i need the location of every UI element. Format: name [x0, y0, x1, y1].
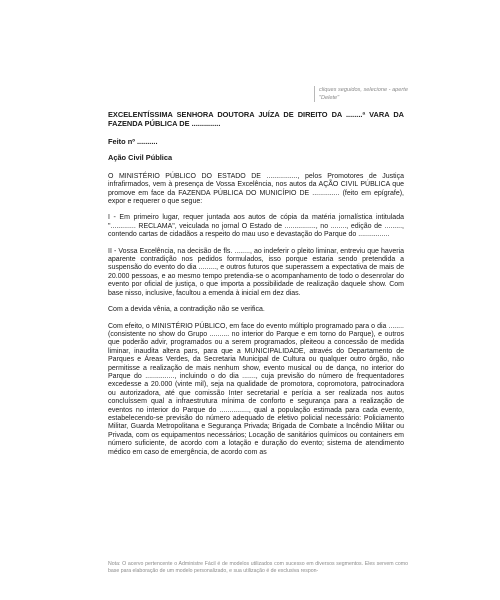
paragraph-effect: Com efeito, o MINISTÉRIO PÚBLICO, em face do evento múltiplo programado para o dia ........ (consistente no show do Grupo .......... no interior do Parque e em torno do Parque), e outros que poderão advir, programados ou a serem programados, pleiteou a concessão de medida liminar, inaudita altera pars, para que a MUNICIPALIDADE, através do Departamento de Parques e Áreas Verdes, da Secretaria Municipal de Cultura ou qualquer outro órgão, não permitisse a realização de mais nenhum show, evento musical ou de dança, no interior do Parque do ..............., incluindo o do dia ......., cuja previsão do número de frequentadores excedesse a 20.000 (vinte mil), seja na qualidade de promotora, copromotora, patrocinadora ou autorizadora, até que comissão Inter secretarial e perícia a ser realizada nos autos concluíssem qual a infraestrutura mínima de conforto e segurança para a realização de eventos no interior do Parque do ..............., qual a população estimada para cada evento, estabelecendo-se previsão do número adequado de efetivo policial necessário: Policiamento Militar, Guarda Metropolitana e Segurança Privada; Brigada de Combate a Incêndio Militar ou Privada, com os equipamentos necessários; Locação de sanitários químicos ou containers em número suficiente, de acordo com a lotação e duração do evento; sistema de atendimento médico em caso de emergência, de acordo com as: [108, 322, 404, 456]
paragraph-item-ii: II - Vossa Excelência, na decisão de fls. ........, ao indeferir o pleito liminar, entreviu que haveria aparente contradição nos pedidos formulados, isso porque estaria sendo pretendida a suspensão do evento do dia ........., e outros futuros que superassem a expectativa de mais de 20.000 pessoas, e ao mesmo tempo pretendia-se o acompanhamento de todo o desenrolar do evento por oficial de justiça, o que importa a possibilidade de realização daquele show. Com base nisso, inclusive, facultou a emenda à inicial em dez dias.: [108, 247, 404, 297]
paragraph-contradiction: Com a devida vênia, a contradição não se verifica.: [108, 306, 265, 314]
delete-hint: cliques seguidos, selecione - aperte "Delete": [314, 86, 411, 102]
paragraph-item-i: I - Em primeiro lugar, requer juntada aos autos de cópia da matéria jornalística intitulada "............. RECLAMA", veiculada no jornal O Estado de ................, no ........, edição de ........., contendo cartas de cidadãos a respeito do mau uso e devastação do Parque do ................: [108, 214, 404, 239]
document-heading: EXCELENTÍSSIMA SENHORA DOUTORA JUÍZA DE DIREITO DA ........ª VARA DA FAZENDA PÚBLICA DE ..............: [108, 110, 404, 128]
document-body: [108, 110, 404, 465]
footnote: Nota: O acervo pertencente o Administre Fácil é de modelos utilizados com sucesso em diversos segmentos. Eles servem como base para elaboração de um modelo personalizado, e sua utilização é de exclusiva respon-: [108, 561, 408, 574]
case-number: Feito nº ..........: [108, 137, 158, 146]
paragraph-intro: O MINISTÉRIO PÚBLICO DO ESTADO DE ................, pelos Promotores de Justiça infrafirmados, vem à presença de Vossa Excelência, nos autos da AÇÃO CIVIL PÚBLICA que promove em face da FAZENDA PÚBLICA DO MUNICÍPIO DE .............. (feito em epígrafe), expor e requerer o que segue:: [108, 172, 404, 206]
action-title: Ação Civil Pública: [108, 153, 173, 163]
